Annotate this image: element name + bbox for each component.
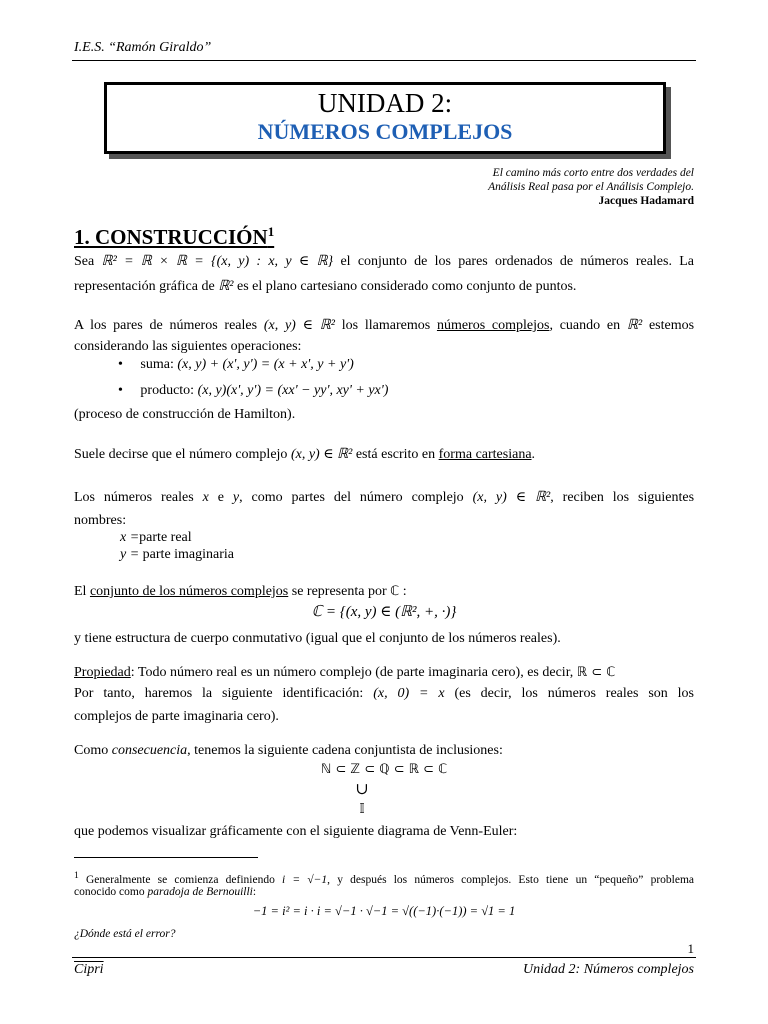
operation-product: • producto: (x, y)(x', y') = (xx' − yy', xy' + yx'): [118, 383, 389, 398]
paragraph-4-line-1: Los números reales x e y, como partes del número complejo (x, y) ∈ ℝ², reciben los siguientes: [74, 490, 695, 505]
footnote-ref[interactable]: 1: [267, 224, 275, 239]
epigraph-line-2: Análisis Real pasa por el Análisis Complejo.: [488, 181, 694, 193]
paragraph-4-line-2: nombres:: [74, 513, 127, 528]
paragraph-1-line-2: representación gráfica de ℝ² es el plano cartesiano considerado como conjunto de puntos.: [74, 279, 577, 294]
bullet-icon: •: [118, 357, 137, 372]
term-numeros-complejos: números complejos: [436, 318, 550, 333]
paragraph-2-line-1: A los pares de números reales (x, y) ∈ ℝ² los llamaremos números complejos, cuando en ℝ² estemos: [74, 318, 695, 333]
title-box: [104, 82, 666, 154]
epigraph: [488, 166, 694, 208]
paragraph-5-line-2: y tiene estructura de cuerpo conmutativo (igual que el conjunto de los números reales).: [74, 631, 561, 646]
epigraph-author: Jacques Hadamard: [598, 195, 694, 207]
paragraph-1-line-1: Sea ℝ² = ℝ × ℝ = {(x, y) : x, y ∈ ℝ} el conjunto de los pares ordenados de números reales. La: [74, 254, 695, 269]
footnote-line-1: $^1$ Generalmente se comienza definiendo i = √−1, y después los números complejos. Esto tiene un “pequeño” problema: [74, 870, 695, 886]
paragraph-2-line-2: considerando las siguientes operaciones:: [74, 339, 302, 354]
footnote-question: ¿Dónde está el error?: [74, 928, 176, 940]
paragraph-7: Como consecuencia, tenemos la siguiente cadena conjuntista de inclusiones:: [74, 743, 503, 758]
footer-rule: [72, 957, 696, 958]
header-rule: [72, 60, 696, 61]
footer-unit: Unidad 2: Números complejos: [523, 962, 694, 977]
formula-complex-set: ℂ = {(x, y) ∈ (ℝ², +, ·)}: [311, 604, 457, 620]
paragraph-5-line-1: El conjunto de los números complejos se representa por ℂ :: [74, 584, 407, 599]
term-propiedad: Propiedad: [74, 665, 131, 680]
page-number: 1: [687, 941, 694, 956]
formula-r2-definition: ℝ² = ℝ × ℝ = {(x, y) : x, y ∈ ℝ}: [101, 254, 334, 269]
bullet-icon: •: [118, 383, 137, 398]
footnote-formula: −1 = i² = i · i = √−1 · √−1 = √((−1)·(−1)) = √1 = 1: [252, 904, 516, 918]
section-title: 1. CONSTRUCCIÓN: [74, 225, 268, 249]
paragraph-8: que podemos visualizar gráficamente con el siguiente diagrama de Venn-Euler:: [74, 824, 518, 839]
name-imaginary-part: y = parte imaginaria: [120, 547, 235, 562]
inclusion-imaginary-set: 𝕀: [359, 802, 365, 817]
footer-author: Cipri: [74, 962, 104, 977]
footnote-line-2: conocido como paradoja de Bernouilli:: [74, 886, 257, 898]
header-school: I.E.S. “Ramón Giraldo”: [74, 40, 212, 55]
section-heading: [74, 224, 274, 250]
term-conjunto-complejos: conjunto de los números complejos: [89, 584, 289, 599]
paragraph-2-line-3: (proceso de construcción de Hamilton).: [74, 407, 296, 422]
inclusion-chain: ℕ ⊂ ℤ ⊂ ℚ ⊂ ℝ ⊂ ℂ: [320, 762, 448, 777]
epigraph-line-1: El camino más corto entre dos verdades del: [492, 167, 694, 179]
paragraph-6-line-2: Por tanto, haremos la siguiente identificación: (x, 0) = x (es decir, los números reales son los: [74, 686, 694, 701]
paragraph-3: Suele decirse que el número complejo (x, y) ∈ ℝ² está escrito en forma cartesiana.: [74, 447, 536, 462]
footnote-rule: [74, 857, 258, 858]
name-real-part: x =parte real: [120, 530, 192, 545]
operation-sum: • suma: (x, y) + (x', y') = (x + x', y + y'): [118, 357, 354, 372]
unit-subtitle: NÚMEROS COMPLEJOS: [257, 119, 513, 144]
unit-title: UNIDAD 2:: [317, 88, 453, 118]
term-forma-cartesiana: forma cartesiana: [438, 447, 532, 462]
inclusion-union: ∪: [355, 781, 369, 798]
paragraph-6-line-3: complejos de parte imaginaria cero).: [74, 709, 279, 724]
paragraph-6-line-1: Propiedad: Todo número real es un número complejo (de parte imaginaria cero), es decir, ℝ ⊂ ℂ: [74, 665, 616, 680]
